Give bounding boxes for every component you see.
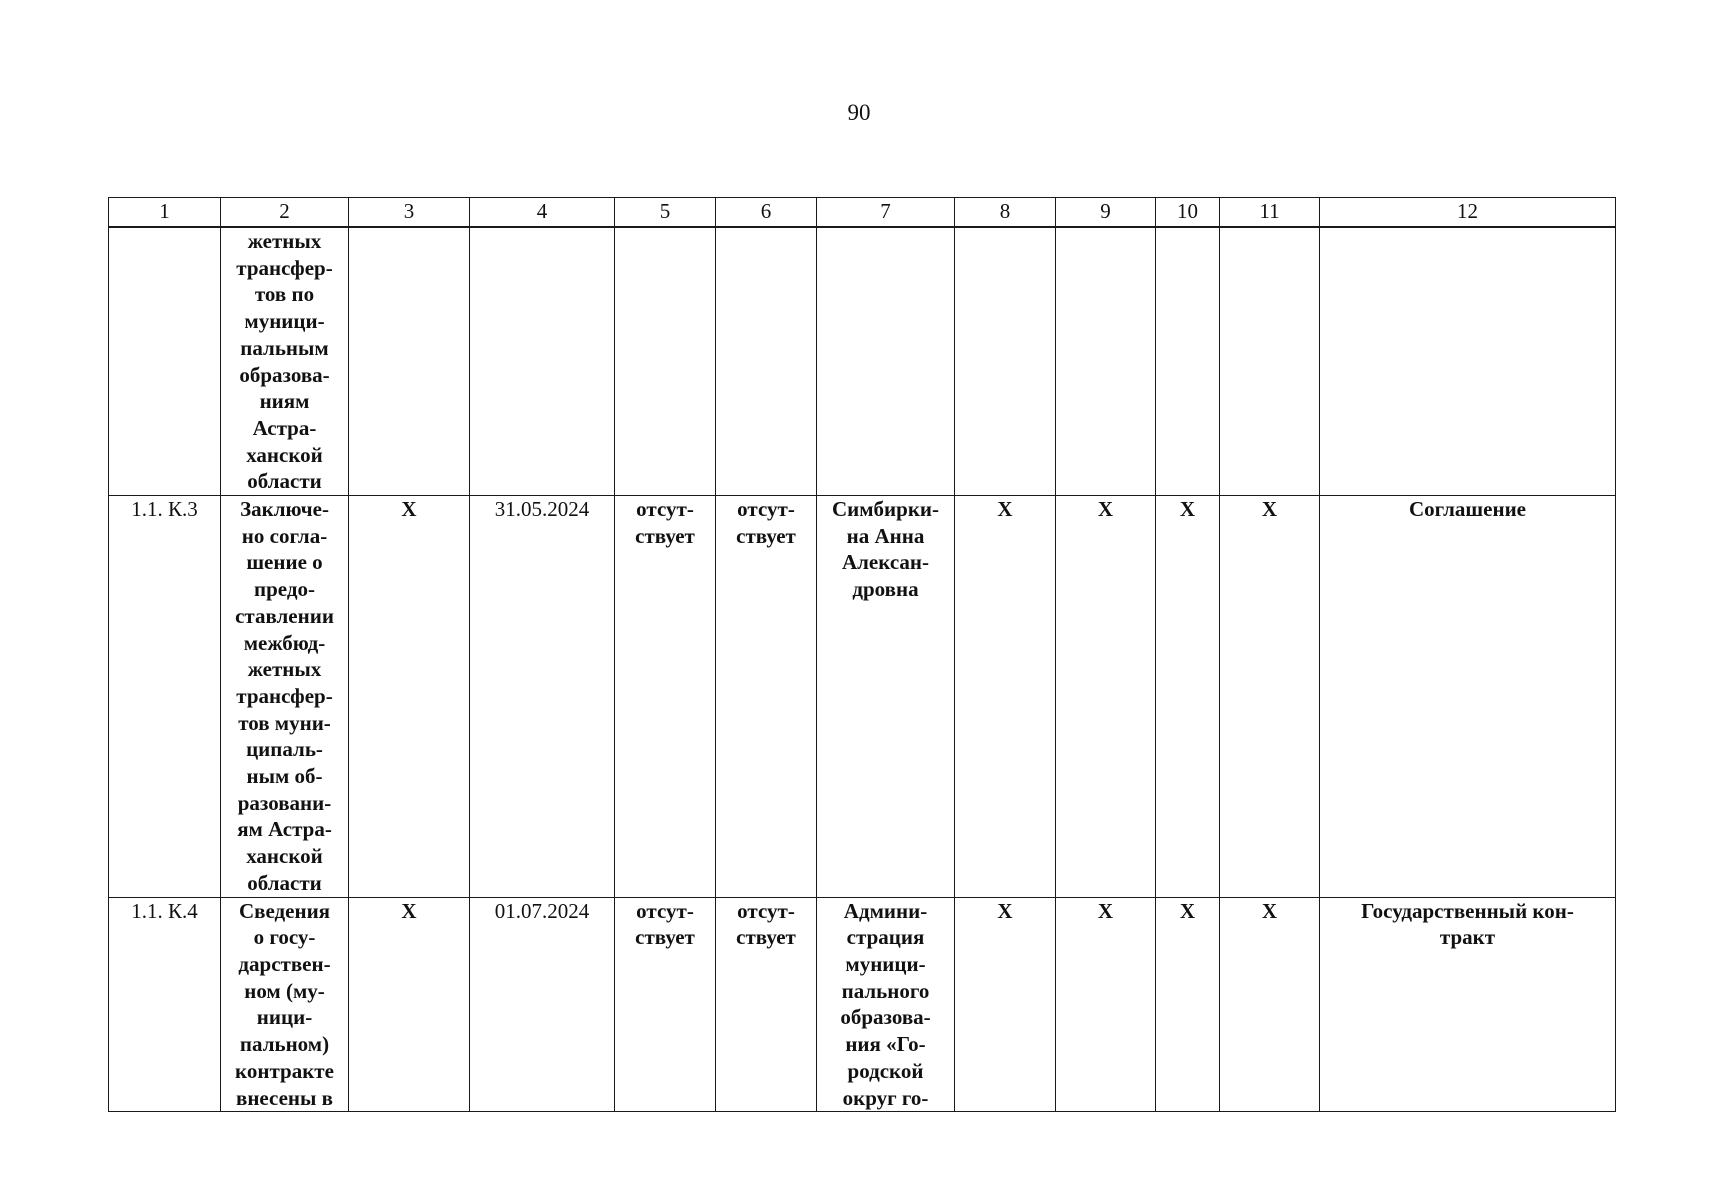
table-cell-document-type: Государственный кон- тракт: [1320, 897, 1616, 1112]
column-header: 10: [1156, 198, 1220, 228]
table-cell-description: Сведения о госу- дарствен- ном (му- ници- пальном) контракте внесены в: [221, 897, 349, 1112]
table-cell: X: [1220, 496, 1320, 898]
table-row: [109, 227, 1616, 496]
table-cell-description: жетных трансфер- тов по муници- пальным образова- ниям Астра- ханской области: [221, 227, 349, 496]
table-cell: [1320, 227, 1616, 496]
table-cell: [470, 227, 615, 496]
column-header: 2: [221, 198, 349, 228]
table-header-row: [109, 198, 1616, 228]
table-cell-responsible: Симбирки- на Анна Алексан- дровна: [817, 496, 955, 898]
table-cell: [817, 227, 955, 496]
table-cell-document-type: Соглашение: [1320, 496, 1616, 898]
table-cell: отсут- ствует: [716, 897, 817, 1112]
column-header: 3: [349, 198, 470, 228]
table-cell-id: 1.1. К.4: [109, 897, 221, 1112]
table-cell-description: Заключе- но согла- шение о предо- ставлении межбюд- жетных трансфер- тов муни- ципаль- ным об- разовани- ям Астра- ханской области: [221, 496, 349, 898]
table-cell: отсут- ствует: [615, 897, 716, 1112]
table-cell: X: [1156, 897, 1220, 1112]
table-cell: X: [1056, 897, 1156, 1112]
table-cell: [1056, 227, 1156, 496]
table-cell-date: 31.05.2024: [470, 496, 615, 898]
table-cell: X: [1056, 496, 1156, 898]
table-cell: X: [349, 496, 470, 898]
column-header: 6: [716, 198, 817, 228]
document-table: [108, 197, 1616, 1112]
table-cell: отсут- ствует: [716, 496, 817, 898]
table-cell: X: [955, 496, 1056, 898]
table-cell-date: 01.07.2024: [470, 897, 615, 1112]
column-header: 5: [615, 198, 716, 228]
table-cell: [716, 227, 817, 496]
table-cell: отсут- ствует: [615, 496, 716, 898]
table-row: [109, 496, 1616, 898]
page-number: 90: [847, 100, 871, 125]
column-header: 1: [109, 198, 221, 228]
table-row: [109, 897, 1616, 1112]
column-header: 11: [1220, 198, 1320, 228]
table-cell: [349, 227, 470, 496]
column-header: 7: [817, 198, 955, 228]
column-header: 12: [1320, 198, 1616, 228]
table-cell: X: [955, 897, 1056, 1112]
table-cell-id: 1.1. К.3: [109, 496, 221, 898]
column-header: 4: [470, 198, 615, 228]
column-header: 8: [955, 198, 1056, 228]
table-cell: X: [349, 897, 470, 1112]
table-cell: X: [1220, 897, 1320, 1112]
column-header: 9: [1056, 198, 1156, 228]
table-cell-responsible: Админи- страция муници- пального образова- ния «Го- родской округ го-: [817, 897, 955, 1112]
table-cell-id: [109, 227, 221, 496]
table-cell: X: [1156, 496, 1220, 898]
table-cell: [955, 227, 1056, 496]
table-cell: [1156, 227, 1220, 496]
table-cell: [1220, 227, 1320, 496]
table-cell: [615, 227, 716, 496]
